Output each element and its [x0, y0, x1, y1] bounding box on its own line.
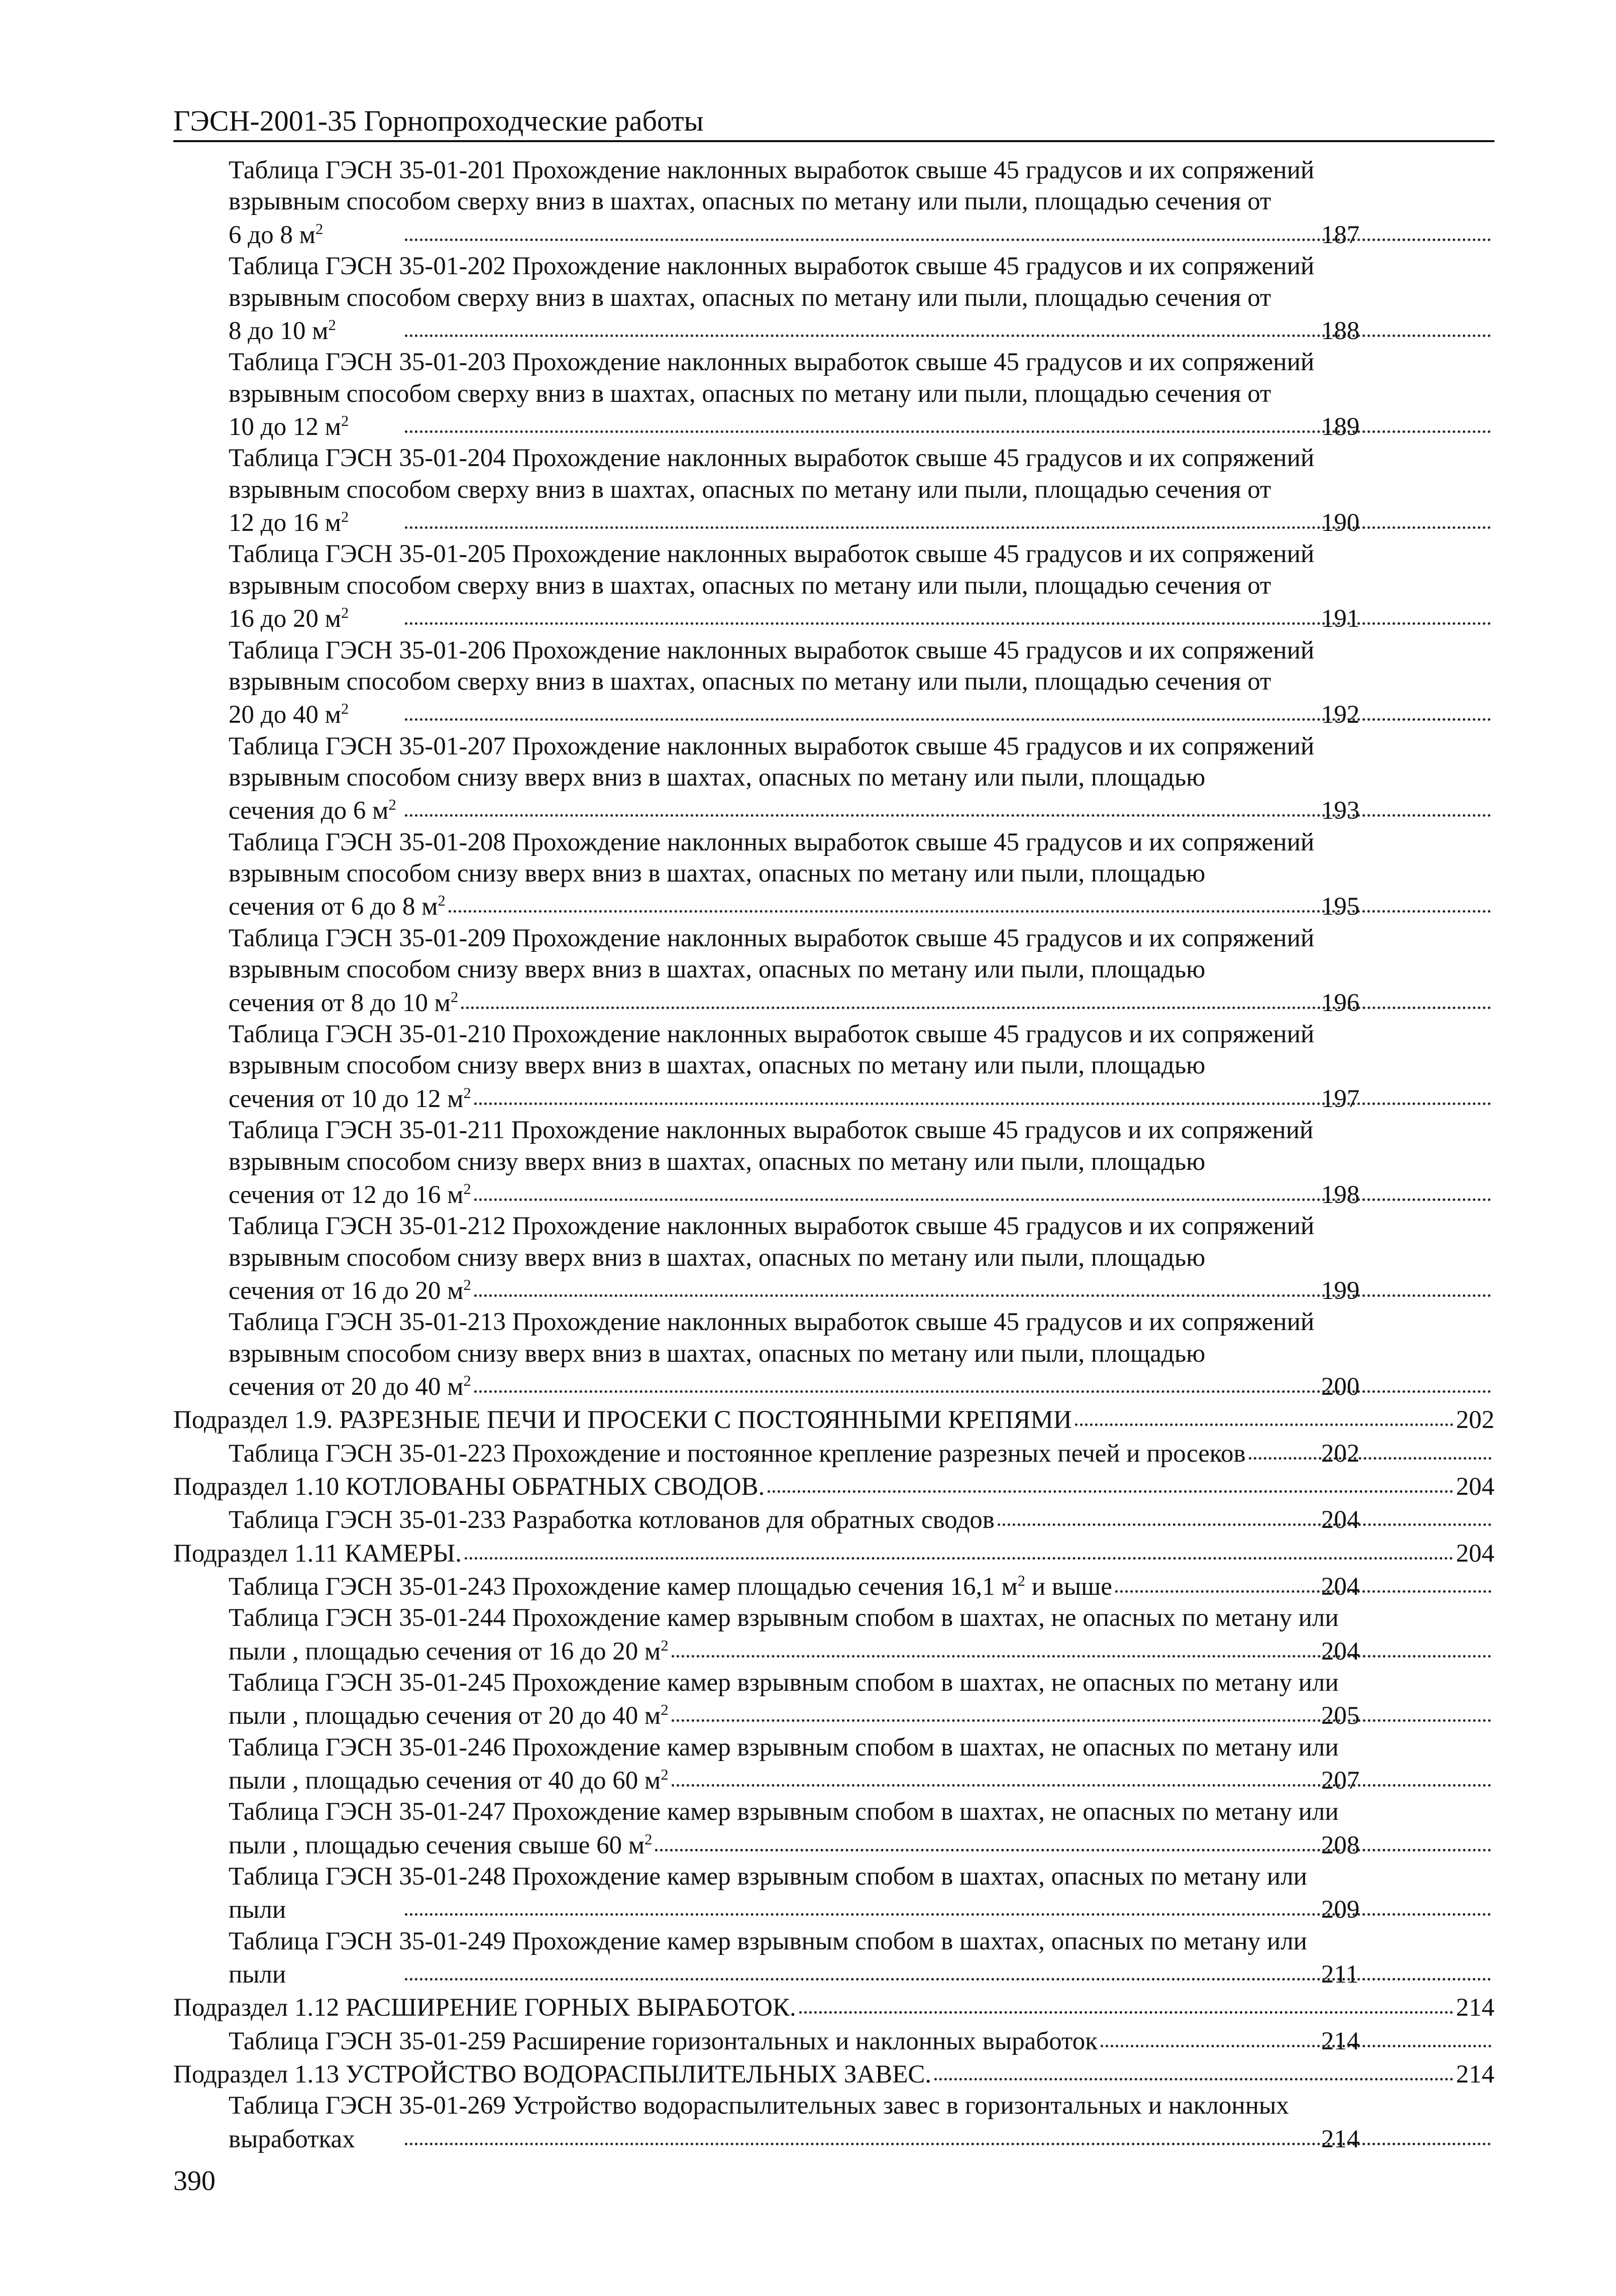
toc-table-entry: Таблица ГЭСН 35-01-208 Прохождение наклонных выработок свыше 45 градусов и их сопряжений взрывным способом снизу вверх вниз в шахтах, опасных по метану или пыли, площадью сечения от 6 до 8 $м^2$ 195: [173, 827, 1494, 923]
toc-subsection-entry: [173, 1402, 1494, 1436]
toc-table-entry: Таблица ГЭСН 35-01-205 Прохождение наклонных выработок свыше 45 градусов и их сопряжений взрывным способом сверху вниз в шахтах, опасных по метану или пыли, площадью сечения от 16 до 20 $м^2$ 191: [173, 538, 1494, 634]
dot-leader: [672, 1632, 1491, 1658]
toc-table-entry: Таблица ГЭСН 35-01-211 Прохождение наклонных выработок свыше 45 градусов и их сопряжений взрывным способом снизу вверх вниз в шахтах, опасных по метану или пыли, площадью сечения от 12 до 16 $м^2$ 198: [173, 1115, 1494, 1211]
toc-entry-line: взрывным способом снизу вверх вниз в шахтах, опасных по метану или пыли, площадью: [229, 1339, 1206, 1368]
toc-entry-line: Таблица ГЭСН 35-01-245 Прохождение камер взрывным спобом в шахтах, не опасных по метану или: [229, 1668, 1339, 1697]
page-number: 390: [173, 2165, 216, 2197]
toc-entry-title: [229, 1700, 669, 1731]
toc-table-entry: Таблица ГЭСН 35-01-245 Прохождение камер взрывным спобом в шахтах, не опасных по метану или пыли , площадью сечения от 20 до 40 $м^2$ 205: [173, 1667, 1494, 1732]
superscript: 2: [661, 1701, 669, 1719]
dot-leader: [461, 983, 1491, 1009]
toc-entry-title: [229, 988, 459, 1019]
dot-leader: [1101, 2022, 1491, 2047]
toc-subsection-entry: [173, 1469, 1494, 1502]
dot-leader: [1075, 1400, 1453, 1426]
toc-entry-text: сечения от 12 до 16 м: [229, 1180, 464, 1209]
toc-entry-line: Таблица ГЭСН 35-01-212 Прохождение наклонных выработок свыше 45 градусов и их сопряжений: [229, 1212, 1315, 1241]
superscript: 2: [463, 1276, 471, 1293]
toc-entry-line: Таблица ГЭСН 35-01-204 Прохождение наклонных выработок свыше 45 градусов и их сопряжений: [229, 444, 1315, 473]
superscript: 2: [1017, 1572, 1026, 1589]
toc-entry-title: [173, 1538, 462, 1569]
toc-entry-title: [173, 2059, 931, 2090]
toc-entry-line: Таблица ГЭСН 35-01-202 Прохождение наклонных выработок свыше 45 градусов и их сопряжений: [229, 252, 1315, 281]
toc-table-entry: Таблица ГЭСН 35-01-212 Прохождение наклонных выработок свыше 45 градусов и их сопряжений взрывным способом снизу вверх вниз в шахтах, опасных по метану или пыли, площадью сечения от 16 до 20 $м^2$ 199: [173, 1211, 1494, 1306]
toc-entry-text: сечения от 10 до 12 м: [229, 1084, 464, 1113]
toc-entry-text: пыли , площадью сечения свыше 60 м: [229, 1831, 645, 1860]
toc-entry-text: Подраздел 1.10 КОТЛОВАНЫ ОБРАТНЫХ СВОДОВ.: [173, 1472, 765, 1501]
toc-entry-text: пыли: [229, 1960, 286, 1989]
dot-leader: [474, 1271, 1491, 1297]
toc-entry-text: Таблица ГЭСН 35-01-243 Прохождение камер площадью сечения 16,1 м: [229, 1572, 1018, 1601]
toc-table-entry: Таблица ГЭСН 35-01-204 Прохождение наклонных выработок свыше 45 градусов и их сопряжений взрывным способом сверху вниз в шахтах, опасных по метану или пыли, площадью сечения от 12 до 16 $м^2$ 190: [173, 443, 1494, 538]
toc-entry-text: сечения от 8 до 10 м: [229, 989, 451, 1017]
toc-entry-text: пыли , площадью сечения от 40 до 60 м: [229, 1766, 661, 1795]
toc-entry-line: взрывным способом снизу вверх вниз в шахтах, опасных по метану или пыли, площадью: [229, 1243, 1206, 1272]
dot-leader: [449, 887, 1491, 913]
toc-table-entry: Таблица ГЭСН 35-01-213 Прохождение наклонных выработок свыше 45 градусов и их сопряжений взрывным способом снизу вверх вниз в шахтах, опасных по метану или пыли, площадью сечения от 20 до 40 $м^2$ 200: [173, 1306, 1494, 1402]
toc-table-entry: Таблица ГЭСН 35-01-201 Прохождение наклонных выработок свыше 45 градусов и их сопряжений взрывным способом сверху вниз в шахтах, опасных по метану или пыли, площадью сечения от 6 до 8 $м^2$ 187: [173, 155, 1494, 251]
toc-entry-line: Таблица ГЭСН 35-01-203 Прохождение наклонных выработок свыше 45 градусов и их сопряжений: [229, 348, 1315, 377]
toc-table-entry: Таблица ГЭСН 35-01-206 Прохождение наклонных выработок свыше 45 градусов и их сопряжений взрывным способом сверху вниз в шахтах, опасных по метану или пыли, площадью сечения от 20 до 40 $м^2$ 192: [173, 635, 1494, 731]
dot-leader: [405, 215, 1491, 241]
dot-leader: [655, 1826, 1491, 1851]
toc-entry-line: Таблица ГЭСН 35-01-246 Прохождение камер взрывным спобом в шахтах, не опасных по метану или: [229, 1733, 1339, 1762]
dot-leader: [474, 1079, 1491, 1105]
toc-page-number: 204: [1456, 1539, 1494, 1568]
toc-entry-line: Таблица ГЭСН 35-01-247 Прохождение камер взрывным спобом в шахтах, не опасных по метану или: [229, 1798, 1339, 1826]
toc-entry-line: Таблица ГЭСН 35-01-211 Прохождение наклонных выработок свыше 45 градусов и их сопряжений: [229, 1116, 1314, 1145]
superscript: 2: [438, 892, 446, 910]
superscript: 2: [661, 1636, 669, 1654]
toc-entry-line: взрывным способом снизу вверх вниз в шахтах, опасных по метану или пыли, площадью: [229, 1147, 1206, 1176]
toc-entry-line: Таблица ГЭСН 35-01-244 Прохождение камер взрывным спобом в шахтах, не опасных по метану или: [229, 1604, 1339, 1632]
toc-entry-line: Таблица ГЭСН 35-01-269 Устройство водораспылительных завес в горизонтальных и наклонных: [229, 2092, 1289, 2120]
toc-entry-line: взрывным способом сверху вниз в шахтах, опасных по метану или пыли, площадью сечения от: [229, 667, 1271, 696]
toc-entry-text-suffix: и выше: [1025, 1572, 1113, 1601]
toc-entry-text: 6 до 8 м: [229, 221, 315, 249]
toc-page-number: 202: [1456, 1406, 1494, 1435]
toc-table-entry: Таблица ГЭСН 35-01-202 Прохождение наклонных выработок свыше 45 градусов и их сопряжений взрывным способом сверху вниз в шахтах, опасных по метану или пыли, площадью сечения от 8 до 10 $м^2$ 188: [173, 251, 1494, 347]
dot-leader: [998, 1500, 1491, 1526]
superscript: 2: [341, 412, 349, 429]
dot-leader: [405, 1955, 1491, 1981]
toc-entry-line: взрывным способом снизу вверх вниз в шахтах, опасных по метану или пыли, площадью: [229, 763, 1206, 792]
toc-entry-line: Таблица ГЭСН 35-01-206 Прохождение наклонных выработок свыше 45 градусов и их сопряжений: [229, 636, 1315, 665]
dot-leader: [799, 1988, 1453, 2014]
toc-entry-title: [229, 1371, 471, 1402]
dot-leader: [405, 1890, 1491, 1916]
dot-leader: [934, 2055, 1453, 2081]
toc-entry-line: Таблица ГЭСН 35-01-205 Прохождение наклонных выработок свыше 45 градусов и их сопряжений: [229, 540, 1315, 569]
dot-leader: [405, 599, 1491, 625]
dot-leader: [405, 311, 1491, 337]
toc-table-entry: Таблица ГЭСН 35-01-269 Устройство водораспылительных завес в горизонтальных и наклонных выработках 214: [173, 2090, 1494, 2155]
toc-entry-text: сечения до 6 м: [229, 797, 389, 825]
toc-entry-text: пыли , площадью сечения от 16 до 20 м: [229, 1637, 661, 1666]
superscript: 2: [463, 1180, 471, 1197]
superscript: 2: [341, 604, 349, 622]
toc-subsection-entry: [173, 1990, 1494, 2023]
toc-subsection-entry: [173, 2057, 1494, 2090]
toc-entry-text: 12 до 16 м: [229, 509, 341, 537]
superscript: 2: [388, 796, 396, 814]
toc-entry-title: [173, 1471, 765, 1502]
superscript: 2: [451, 988, 459, 1006]
toc-entry-line: Таблица ГЭСН 35-01-210 Прохождение наклонных выработок свыше 45 градусов и их сопряжений: [229, 1020, 1315, 1048]
toc-page-number: 214: [1456, 2060, 1494, 2089]
superscript: 2: [463, 1084, 471, 1102]
toc-entry-line: взрывным способом сверху вниз в шахтах, опасных по метану или пыли, площадью сечения от: [229, 187, 1271, 216]
toc-entry-text: пыли , площадью сечения от 20 до 40 м: [229, 1702, 661, 1730]
toc-table-entry: Таблица ГЭСН 35-01-246 Прохождение камер взрывным спобом в шахтах, не опасных по метану или пыли , площадью сечения от 40 до 60 $м^2$ 207: [173, 1732, 1494, 1797]
toc-entry-line: Таблица ГЭСН 35-01-208 Прохождение наклонных выработок свыше 45 градусов и их сопряжений: [229, 828, 1315, 856]
superscript: 2: [644, 1830, 653, 1848]
toc-entry-line: взрывным способом снизу вверх вниз в шахтах, опасных по метану или пыли, площадью: [229, 859, 1206, 888]
toc-entry-line: Таблица ГЭСН 35-01-201 Прохождение наклонных выработок свыше 45 градусов и их сопряжений: [229, 156, 1315, 184]
dot-leader: [405, 695, 1491, 721]
toc-entry-text: сечения от 20 до 40 м: [229, 1373, 464, 1401]
toc-entry-text: Подраздел 1.12 РАСШИРЕНИЕ ГОРНЫХ ВЫРАБОТОК.: [173, 1994, 796, 2022]
toc-entry-line: взрывным способом снизу вверх вниз в шахтах, опасных по метану или пыли, площадью: [229, 955, 1206, 984]
toc-entry-title: [229, 1830, 653, 1861]
toc-entry-line: взрывным способом сверху вниз в шахтах, опасных по метану или пыли, площадью сечения от: [229, 571, 1271, 600]
toc-table-entry: Таблица ГЭСН 35-01-210 Прохождение наклонных выработок свыше 45 градусов и их сопряжений взрывным способом снизу вверх вниз в шахтах, опасных по метану или пыли, площадью сечения от 10 до 12 $м^2$ 197: [173, 1019, 1494, 1115]
toc-entry-text: Подраздел 1.11 КАМЕРЫ.: [173, 1539, 462, 1568]
toc-entry-title: [229, 1571, 1113, 1602]
dot-leader: [768, 1467, 1453, 1493]
dot-leader: [474, 1367, 1491, 1393]
toc-entry-line: Таблица ГЭСН 35-01-248 Прохождение камер взрывным спобом в шахтах, опасных по метану или: [229, 1863, 1308, 1891]
dot-leader: [1115, 1567, 1491, 1593]
toc-table-entry: Таблица ГЭСН 35-01-247 Прохождение камер взрывным спобом в шахтах, не опасных по метану или пыли , площадью сечения свыше 60 $м^2$ 208: [173, 1796, 1494, 1861]
running-header: ГЭСН-2001-35 Горнопроходческие работы: [173, 103, 1494, 142]
toc-entry-text: сечения от 16 до 20 м: [229, 1276, 464, 1305]
dot-leader: [672, 1761, 1491, 1787]
toc-entry-title: [229, 1438, 1246, 1469]
toc-table-entry: Таблица ГЭСН 35-01-203 Прохождение наклонных выработок свыше 45 градусов и их сопряжений взрывным способом сверху вниз в шахтах, опасных по метану или пыли, площадью сечения от 10 до 12 $м^2$ 189: [173, 347, 1494, 443]
toc-table-entry: Таблица ГЭСН 35-01-243 Прохождение камер площадью сечения 16,1 $м^2$ и выше 204: [173, 1569, 1494, 1602]
toc-entry-line: Таблица ГЭСН 35-01-213 Прохождение наклонных выработок свыше 45 градусов и их сопряжений: [229, 1308, 1315, 1337]
toc-entry-line: взрывным способом сверху вниз в шахтах, опасных по метану или пыли, площадью сечения от: [229, 283, 1271, 312]
toc-entry-text: пыли: [229, 1896, 286, 1924]
toc-entry-line: Таблица ГЭСН 35-01-207 Прохождение наклонных выработок свыше 45 градусов и их сопряжений: [229, 732, 1315, 760]
toc-entry-text: 10 до 12 м: [229, 412, 341, 441]
toc-entry-title: [229, 2026, 1098, 2057]
toc-entry-title: [229, 1083, 471, 1115]
toc-entry-title: [229, 1275, 471, 1306]
dot-leader: [405, 407, 1491, 433]
table-of-contents: [173, 155, 1494, 2155]
toc-page-number: 204: [1456, 1472, 1494, 1501]
toc-entry-text: Таблица ГЭСН 35-01-259 Расширение горизонтальных и наклонных выработок: [229, 2027, 1098, 2055]
toc-entry-title: [229, 891, 446, 922]
toc-table-entry: Таблица ГЭСН 35-01-207 Прохождение наклонных выработок свыше 45 градусов и их сопряжений взрывным способом снизу вверх вниз в шахтах, опасных по метану или пыли, площадью сечения до 6 $м^2$ 193: [173, 731, 1494, 827]
toc-entry-line: взрывным способом сверху вниз в шахтах, опасных по метану или пыли, площадью сечения от: [229, 379, 1271, 408]
toc-entry-line: Таблица ГЭСН 35-01-249 Прохождение камер взрывным спобом в шахтах, опасных по метану или: [229, 1927, 1308, 1955]
toc-entry-text: Таблица ГЭСН 35-01-223 Прохождение и постоянное крепление разрезных печей и просеков: [229, 1439, 1246, 1468]
toc-table-entry: Таблица ГЭСН 35-01-244 Прохождение камер взрывным спобом в шахтах, не опасных по метану или пыли , площадью сечения от 16 до 20 $м^2$ 204: [173, 1602, 1494, 1667]
toc-entry-text: выработках: [229, 2125, 355, 2153]
superscript: 2: [661, 1766, 669, 1783]
toc-entry-title: [229, 1765, 669, 1796]
superscript: 2: [315, 220, 324, 238]
toc-entry-text: Подраздел 1.9. РАЗРЕЗНЫЕ ПЕЧИ И ПРОСЕКИ С ПОСТОЯННЫМИ КРЕПЯМИ: [173, 1406, 1072, 1435]
toc-subsection-entry: [173, 1536, 1494, 1569]
toc-entry-text: 20 до 40 м: [229, 701, 341, 729]
toc-entry-title: [229, 1179, 471, 1211]
dot-leader: [465, 1534, 1453, 1560]
superscript: 2: [341, 700, 349, 718]
dot-leader: [474, 1175, 1491, 1201]
toc-entry-title: [173, 1404, 1072, 1436]
toc-entry-title: [229, 1504, 995, 1536]
dot-leader: [405, 791, 1491, 817]
toc-entry-title: [229, 1636, 669, 1667]
dot-leader: [672, 1696, 1491, 1722]
toc-table-entry: Таблица ГЭСН 35-01-248 Прохождение камер взрывным спобом в шахтах, опасных по метану или пыли 209: [173, 1861, 1494, 1926]
toc-entry-text: 16 до 20 м: [229, 605, 341, 633]
dot-leader: [405, 2120, 1491, 2145]
toc-page-number: 214: [1456, 1994, 1494, 2022]
toc-entry-line: взрывным способом сверху вниз в шахтах, опасных по метану или пыли, площадью сечения от: [229, 475, 1271, 504]
superscript: 2: [328, 316, 336, 334]
toc-table-entry: Таблица ГЭСН 35-01-223 Прохождение и постоянное крепление разрезных печей и просеков 202: [173, 1436, 1494, 1469]
toc-entry-line: Таблица ГЭСН 35-01-209 Прохождение наклонных выработок свыше 45 градусов и их сопряжений: [229, 924, 1315, 952]
superscript: 2: [341, 508, 349, 526]
toc-entry-title: [173, 1992, 796, 2023]
dot-leader: [1249, 1434, 1491, 1460]
toc-entry-line: взрывным способом снизу вверх вниз в шахтах, опасных по метану или пыли, площадью: [229, 1051, 1206, 1080]
dot-leader: [405, 503, 1491, 529]
toc-table-entry: Таблица ГЭСН 35-01-249 Прохождение камер взрывным спобом в шахтах, опасных по метану или пыли 211: [173, 1926, 1494, 1991]
toc-entry-text: 8 до 10 м: [229, 316, 329, 345]
superscript: 2: [463, 1372, 471, 1390]
toc-entry-text: Подраздел 1.13 УСТРОЙСТВО ВОДОРАСПЫЛИТЕЛЬНЫХ ЗАВЕС.: [173, 2060, 932, 2089]
toc-table-entry: Таблица ГЭСН 35-01-233 Разработка котлованов для обратных сводов 204: [173, 1502, 1494, 1536]
toc-entry-text: сечения от 6 до 8 м: [229, 893, 438, 921]
toc-table-entry: Таблица ГЭСН 35-01-259 Расширение горизонтальных и наклонных выработок 214: [173, 2024, 1494, 2057]
toc-table-entry: Таблица ГЭСН 35-01-209 Прохождение наклонных выработок свыше 45 градусов и их сопряжений взрывным способом снизу вверх вниз в шахтах, опасных по метану или пыли, площадью сечения от 8 до 10 $м^2$ 196: [173, 923, 1494, 1019]
toc-entry-text: Таблица ГЭСН 35-01-233 Разработка котлованов для обратных сводов: [229, 1506, 995, 1535]
